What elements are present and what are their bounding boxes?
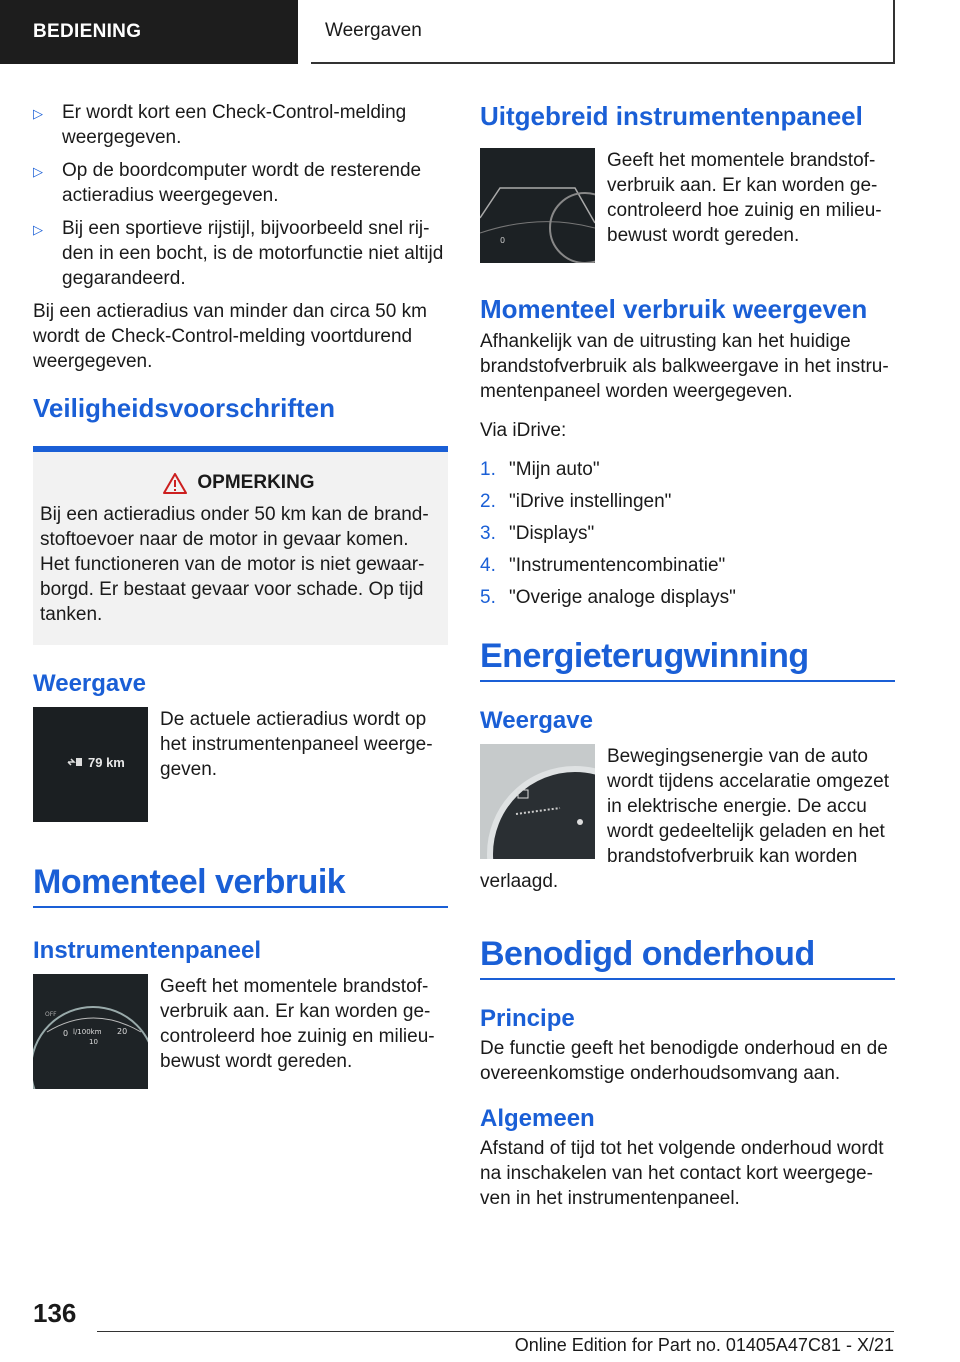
triangle-bullet-icon: ▷ bbox=[33, 164, 43, 179]
notice-title: OPMERKING bbox=[197, 472, 315, 493]
list-item: ▷ Op de boordcomputer wordt de resterende actieradius weergegeven. bbox=[33, 160, 422, 206]
page-number: 136 bbox=[33, 1298, 77, 1328]
list-item: ▷ Er wordt kort een Check-Control-melding weergegeven. bbox=[33, 102, 407, 148]
notice-text: Bij een actieradius onder 50 km kan de brandstoftoevoer naar de motor in gevaar komen. Het functioneren van de motor is niet gewaarborgd. Er bestaat gevaar voor schade. Op tijd tanken. bbox=[40, 504, 429, 625]
svg-text:20: 20 bbox=[117, 1027, 128, 1036]
energy-gauge-image bbox=[480, 744, 595, 859]
subheading: Instrumentenpaneel bbox=[33, 937, 262, 964]
chapter-heading: Benodigd onderhoud bbox=[480, 934, 895, 980]
extended-instrument-image bbox=[480, 148, 595, 263]
figure-with-text bbox=[480, 744, 895, 894]
svg-text:0: 0 bbox=[63, 1029, 69, 1038]
paragraph: De functie geeft het benodigde onderhoud en de overeenkomstige onderhoudsomvang aan. bbox=[480, 1038, 888, 1084]
subheading: Weergave bbox=[480, 707, 593, 734]
header-section: BEDIENING bbox=[0, 0, 298, 64]
figure-text: Geeft het momentele brandstofverbruik aan. Er kan worden gecontroleerd hoe zuinig en milieubewust wordt gereden. bbox=[160, 976, 435, 1072]
footer-divider bbox=[97, 1331, 894, 1332]
header-chapter: Weergaven bbox=[311, 0, 895, 64]
warning-icon bbox=[163, 473, 187, 494]
figure-with-text bbox=[33, 707, 448, 822]
left-column bbox=[33, 100, 448, 1089]
svg-text:0: 0 bbox=[500, 236, 506, 245]
right-column bbox=[480, 100, 895, 1211]
section-heading: Veiligheidsvoorschriften bbox=[33, 393, 335, 423]
triangle-bullet-icon: ▷ bbox=[33, 106, 43, 121]
paragraph: Bij een actieradius van minder dan circa 50 km wordt de Check-Control-melding voortdurend weergegeven. bbox=[33, 301, 427, 372]
bullet-list bbox=[33, 100, 448, 291]
notice-box bbox=[33, 452, 448, 645]
subheading: Algemeen bbox=[480, 1105, 595, 1132]
list-item: 2. "iDrive instellingen" bbox=[480, 491, 672, 512]
list-item: 5. "Overige analoge displays" bbox=[480, 587, 736, 608]
paragraph: Afstand of tijd tot het volgende onderhoud wordt na inschakelen van het contact kort weergegeven in het instrumentenpaneel. bbox=[480, 1138, 884, 1209]
footer-edition: Online Edition for Part no. 01405A47C81 - X/21 bbox=[514, 1335, 894, 1355]
chapter-heading: Energieterugwinning bbox=[480, 636, 895, 682]
list-item: ▷ Bij een sportieve rijstijl, bijvoorbeeld snel rijden in een bocht, is de motorfunctie niet altijd gegarandeerd. bbox=[33, 218, 444, 289]
consumption-gauge-image bbox=[33, 974, 148, 1089]
subheading: Weergave bbox=[33, 670, 146, 697]
figure-text: Bewegingsenergie van de auto wordt tijdens accelaratie omgezet in elektrische energie. De accu wordt gedeeltelijk geladen en het brandstofverbruik kan worden verlaagd. bbox=[480, 746, 889, 892]
figure-text: Geeft het momentele brandstofverbruik aan. Er kan worden gecontroleerd hoe zuinig en milieubewust wordt gereden. bbox=[607, 150, 882, 246]
list-item: 1. "Mijn auto" bbox=[480, 459, 600, 480]
paragraph: Via iDrive: bbox=[480, 420, 567, 441]
figure-text: De actuele actieradius wordt op het instrumentenpaneel weergegeven. bbox=[160, 709, 433, 780]
range-display-image bbox=[33, 707, 148, 822]
triangle-bullet-icon: ▷ bbox=[33, 222, 43, 237]
svg-text:10: 10 bbox=[89, 1038, 98, 1046]
list-item: 3. "Displays" bbox=[480, 523, 595, 544]
paragraph: Afhankelijk van de uitrusting kan het huidige brandstofverbruik als balkweergave in het instrumentenpaneel worden weergegeven. bbox=[480, 331, 889, 402]
subheading: Principe bbox=[480, 1005, 575, 1032]
svg-text:OFF: OFF bbox=[45, 1011, 57, 1018]
section-heading: Momenteel verbruik weergeven bbox=[480, 294, 868, 324]
figure-with-text bbox=[33, 974, 448, 1089]
figure-with-text bbox=[480, 148, 895, 263]
svg-text:l/100km: l/100km bbox=[73, 1028, 102, 1036]
list-item: 4. "Instrumentencombinatie" bbox=[480, 555, 726, 576]
step-list bbox=[480, 457, 895, 610]
range-value: 79 km bbox=[88, 755, 125, 770]
chapter-heading: Momenteel verbruik bbox=[33, 862, 448, 908]
section-heading: Uitgebreid instrumentenpaneel bbox=[480, 101, 863, 131]
